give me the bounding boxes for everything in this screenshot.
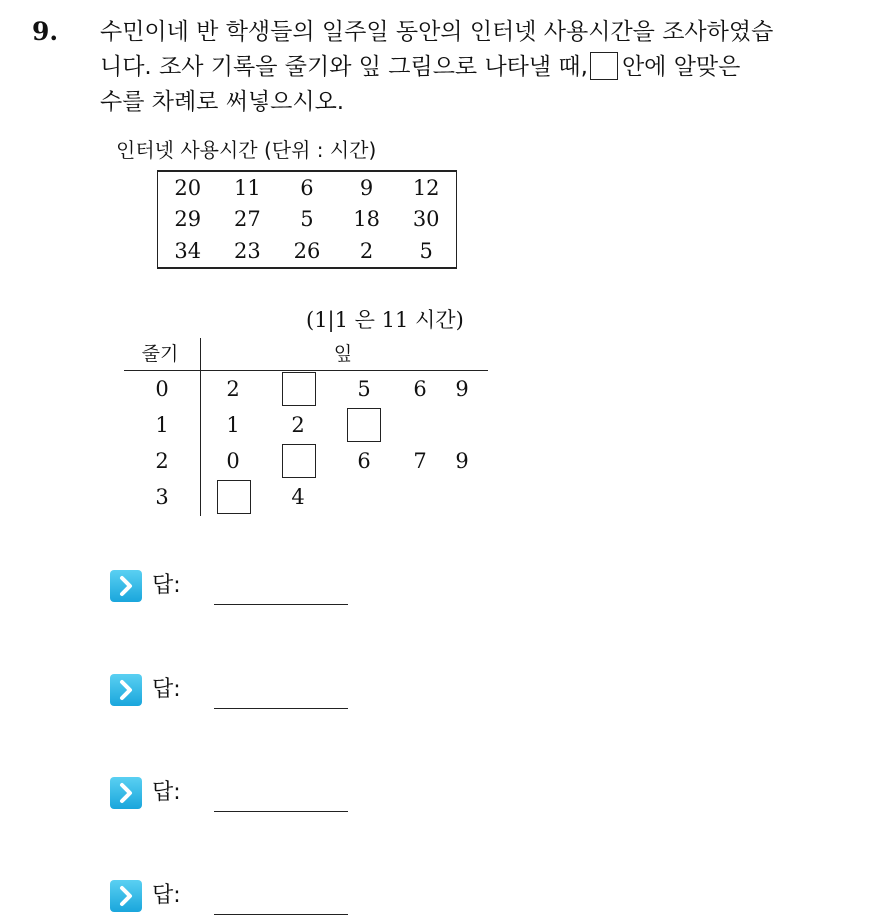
table-cell: 12 — [412, 175, 440, 200]
answer-label: 답: — [152, 780, 181, 805]
table-cell: 5 — [419, 239, 433, 264]
table-row — [158, 172, 456, 204]
question-text-line-2-part-2: 안에 알맞은 — [621, 54, 741, 80]
answer-label: 답: — [152, 573, 181, 598]
answer-blank-line[interactable] — [214, 708, 348, 709]
stem-value: 1 — [155, 413, 169, 437]
answer-row-3 — [110, 775, 370, 815]
leaf-blank-box — [217, 480, 251, 514]
table-cell: 34 — [174, 239, 202, 264]
leaf-value: 5 — [357, 377, 371, 401]
stem-value: 0 — [155, 377, 169, 401]
chevron-right-icon — [110, 674, 142, 706]
answer-row-2 — [110, 672, 370, 712]
chevron-right-icon — [110, 777, 142, 809]
table-cell: 5 — [300, 207, 314, 232]
question-text-line-1: 수민이네 반 학생들의 일주일 동안의 인터넷 사용시간을 조사하였습 — [100, 19, 774, 45]
blank-box-icon — [590, 52, 618, 80]
stem-leaf-note: (1|1 은 11 시간) — [306, 308, 464, 332]
table-cell: 30 — [412, 207, 440, 232]
question-text-line-2-part-1: 니다. 조사 기록을 줄기와 잎 그림으로 나타낼 때, — [100, 54, 588, 80]
table-cell: 9 — [359, 175, 374, 200]
question-number: 9. — [32, 17, 59, 46]
table-cell: 18 — [353, 207, 380, 232]
chevron-right-icon — [110, 570, 142, 602]
table-cell: 29 — [174, 207, 202, 232]
leaf-blank-box — [282, 444, 316, 478]
answer-blank-line[interactable] — [214, 914, 348, 915]
leaf-blank-box — [282, 372, 316, 406]
leaf-value: 1 — [226, 413, 240, 437]
table-caption: 인터넷 사용시간 (단위 : 시간) — [116, 138, 377, 162]
leaf-value: 7 — [413, 449, 427, 473]
leaf-value: 2 — [226, 377, 240, 401]
stem-value: 2 — [155, 449, 169, 473]
answer-label: 답: — [152, 883, 181, 908]
table-cell: 27 — [234, 207, 261, 232]
stem-leaf-divider-vertical — [200, 338, 201, 516]
leaf-value: 6 — [413, 377, 427, 401]
leaf-value: 0 — [226, 449, 240, 473]
table-cell: 26 — [293, 239, 321, 264]
leaf-value: 6 — [357, 449, 371, 473]
leaf-value: 9 — [455, 377, 469, 401]
answer-row-4 — [110, 878, 370, 918]
leaf-blank-box — [347, 408, 381, 442]
leaf-value: 4 — [291, 485, 305, 509]
table-cell: 2 — [359, 239, 374, 264]
table-cell: 23 — [234, 239, 261, 264]
stem-value: 3 — [155, 485, 169, 509]
question-text-line-3: 수를 차례로 써넣으시오. — [100, 89, 345, 115]
question-text-line-2 — [100, 51, 740, 83]
table-row — [158, 204, 456, 236]
leaf-value: 9 — [455, 449, 469, 473]
usage-data-table — [157, 170, 457, 269]
answer-blank-line[interactable] — [214, 811, 348, 812]
table-cell: 6 — [300, 175, 314, 200]
table-cell: 20 — [174, 175, 202, 200]
leaf-value: 2 — [291, 413, 305, 437]
answer-blank-line[interactable] — [214, 604, 348, 605]
stem-header: 줄기 — [141, 343, 179, 365]
answer-row-1 — [110, 568, 370, 608]
table-cell: 11 — [234, 175, 261, 200]
stem-leaf-divider-horizontal — [124, 370, 488, 371]
answer-label: 답: — [152, 677, 181, 702]
table-row — [158, 235, 456, 267]
leaf-header: 잎 — [333, 343, 353, 365]
chevron-right-icon — [110, 880, 142, 912]
